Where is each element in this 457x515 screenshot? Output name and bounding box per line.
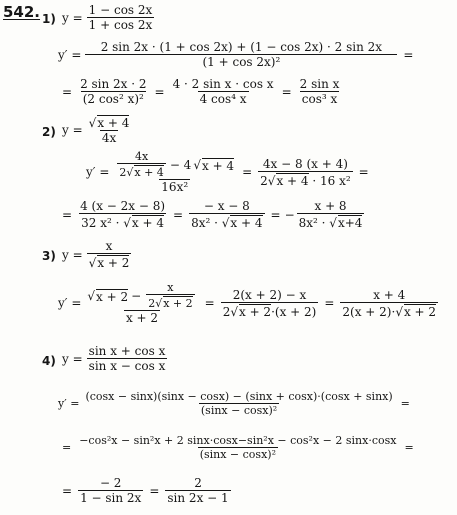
function-fraction (87, 345, 168, 372)
fraction-denominator: (sinx − cosx)² (199, 448, 276, 461)
part-1-simplification: = $\frac{2 \sin 2x \cdot 2}{\text{(2 cos² x)²}}$ = $\frac{\text{4 · 2 sin x · cos x}}{\text{4 cos⁴ x}}$ = $\frac{\text{2 sin x}}{\text{cos³ x}}$ (62, 77, 340, 106)
part-1-function (62, 4, 156, 31)
function-lhs: y = (62, 122, 83, 137)
fraction-numerator: x + 4 (373, 287, 406, 302)
step-fraction (78, 200, 167, 229)
fraction-denominator: 2√x + 2 (146, 294, 194, 309)
part-4-label: 4) (42, 354, 56, 368)
radicand: x + 4 (97, 116, 130, 130)
part-3-derivative: y′ = √ x + 2 − $\frac{x}{2√x + 2}$ x + 2 = $\frac{2(x + 2) - x}{2√x + 2\cdot(x + 2)}$ = $\frac{x + 4}{2(x + 2)\cdot√x + 2}$ (58, 281, 437, 325)
fraction-denominator: √x + 2 (87, 253, 132, 269)
part-1-label: 1) (42, 12, 56, 26)
fraction-numerator: $\frac{4x}{2√x + 4}$ − 4 √ x + 4 (119, 150, 235, 179)
fraction-numerator: 2 sin x (299, 77, 340, 91)
fraction-numerator: (cosx − sinx)(sinx − cosx) − (sinx + cosx)·(cosx + sinx) (85, 390, 393, 403)
fraction-denominator: (2 cos² x)² (82, 92, 144, 106)
step-fraction (171, 78, 276, 105)
fraction-denominator: 1 − sin 2x (80, 491, 142, 505)
minus-sign: − (131, 288, 142, 303)
fraction-denominator: 4 cos⁴ x (199, 92, 247, 106)
step-fraction (258, 158, 353, 187)
derivative-fraction (85, 282, 198, 324)
part-3-function (62, 240, 133, 269)
denominator-prefix: 8x² · (191, 216, 218, 230)
fraction-numerator: 2 sin 2x · 2 (80, 77, 147, 91)
coefficient: 2 (119, 166, 127, 179)
denominator-prefix: 32 x² · (81, 216, 120, 230)
fraction-denominator: (1 + cos 2x)² (85, 54, 397, 68)
function-lhs: y = (62, 10, 83, 25)
result-fraction (297, 200, 365, 229)
derivative-fraction (85, 41, 397, 68)
fraction-numerator: 2 (194, 476, 202, 490)
radicand: x + 2 (163, 297, 193, 310)
fraction-numerator: 4 (x − 2x − 8) (80, 199, 166, 213)
step-fraction (77, 435, 398, 460)
fraction-numerator: 2 sin 2x · (1 + cos 2x) + (1 − cos 2x) · 2 sin 2x (100, 40, 383, 54)
fraction-numerator: 2(x + 2) − x (232, 287, 307, 302)
radicand: x + 4 (134, 166, 164, 179)
denominator-tail: · 16 x² (312, 173, 351, 188)
function-fraction (87, 115, 132, 144)
fraction-numerator: − x − 8 (203, 199, 250, 213)
fraction-denominator: cos³ x (301, 92, 338, 106)
equals-sign: = (400, 397, 410, 410)
problem-number: 542. (3, 3, 41, 21)
fraction-denominator: (sinx − cosx)² (200, 404, 278, 417)
fraction-denominator: 16x² (161, 180, 189, 194)
part-4-function (62, 345, 169, 372)
fraction-numerator: 1 − cos 2x (88, 3, 153, 17)
part-2-label: 2) (42, 125, 56, 139)
fraction-numerator: x (167, 281, 174, 294)
inner-fraction (117, 151, 165, 178)
function-lhs: y = (62, 247, 83, 262)
part-4-expansion: = $\frac{\text{−cos²x − sin²x + 2 sinx·cosx−sin²x − cos²x − 2 sinx·cosx}}{\text{(sinx − cosx)²}}$ = (58, 435, 418, 460)
fraction-denominator: 2√x + 4 · 16 x² (258, 171, 353, 187)
radicand: x + 4 (276, 173, 309, 188)
part-2-derivative: y′ = $\frac{4x}{2√x + 4}$ − 4 √ x + 4 16x² = $\frac{4x - 8 (x + 4)}{\text{2√x + 4 · 16 x²}}$ = (86, 151, 373, 193)
part-4-derivative (58, 391, 414, 416)
part-3-label: 3) (42, 249, 56, 263)
fraction-numerator: −cos²x − sin²x + 2 sinx·cosx−sin²x − cos²x − 2 sinx·cosx (79, 434, 397, 447)
radicand: x + 2 (96, 289, 129, 304)
fraction-numerator: sin x + cos x (88, 344, 166, 358)
function-fraction (87, 240, 132, 269)
result-fraction (298, 78, 342, 105)
fraction-numerator: 4x − 8 (x + 4) (262, 156, 348, 171)
minus-sign: − (284, 207, 295, 222)
step-fraction (189, 200, 264, 229)
coefficient: 2 (148, 297, 156, 310)
coefficient: 2 (222, 304, 231, 319)
fraction-denominator: 1 + cos 2x (88, 18, 153, 32)
step-fraction (78, 78, 148, 105)
step-fraction (78, 477, 143, 504)
result-fraction (340, 289, 438, 318)
fraction-numerator: x + 8 (314, 199, 347, 213)
fraction-denominator: x + 2 (125, 311, 159, 325)
fraction-numerator: 4 · 2 sin x · cos x (172, 77, 274, 91)
radicand: x + 2 (238, 304, 272, 319)
equals-sign: = (358, 165, 369, 179)
derivative-lhs: y′ = (58, 296, 82, 310)
fraction-numerator: √ x + 2 − $\frac{x}{2√x + 2}$ (87, 281, 193, 310)
part-1-derivative (58, 41, 417, 68)
result-fraction (165, 477, 230, 504)
fraction-denominator: 8x² · √x+4 (297, 213, 365, 229)
minus-term: − 4 (169, 157, 192, 172)
part-2-function (62, 115, 133, 144)
radicand: x + 4 (131, 216, 164, 230)
part-4-result: = $\frac{- 2}{1 - \sin 2x}$ = $\frac{2}{\sin 2x - 1}$ (62, 476, 229, 505)
fraction-denominator: 32 x² · √x + 4 (79, 213, 166, 229)
radicand: x + 2 (97, 256, 130, 270)
fraction-denominator: 8x² · √x + 4 (189, 213, 264, 229)
fraction-denominator: 2(x + 2)·√x + 2 (340, 302, 438, 318)
equals-sign: = (403, 47, 414, 62)
radicand: x + 4 (201, 158, 235, 173)
equals-sign: = (404, 441, 414, 454)
fraction-numerator: √x + 4 (88, 116, 130, 130)
radicand: x+4 (337, 216, 363, 230)
derivative-fraction (83, 391, 394, 416)
fraction-denominator: 2√x + 4 (117, 163, 165, 178)
fraction-denominator: 4x (101, 131, 117, 145)
step-fraction (221, 289, 319, 318)
denominator-prefix: 8x² · (298, 216, 326, 230)
inner-fraction (146, 282, 194, 309)
radicand: x + 2 (403, 304, 437, 319)
fraction-denominator: sin x − cos x (88, 359, 166, 373)
coefficient: 2 (260, 173, 268, 188)
function-lhs: y = (62, 351, 83, 366)
fraction-denominator: sin 2x − 1 (167, 491, 229, 505)
fraction-numerator: x (105, 239, 113, 253)
derivative-lhs: y′ = (58, 47, 82, 62)
fraction-numerator: 4x (134, 150, 149, 163)
fraction-numerator: − 2 (99, 476, 122, 490)
derivative-fraction (113, 151, 236, 193)
radicand: x + 4 (230, 216, 263, 230)
part-2-simplification: = $\frac{4 (x - 2x - 8)}{\text{32 x² · √x + 4}}$ = $\frac{- x - 8}{\text{8x² · √x + 4}}$ = − $\frac{x + 8}{\text{8x² · √x+4}}$ (62, 199, 363, 230)
denominator-tail: ·(x + 2) (271, 304, 317, 319)
derivative-lhs: y′ = (58, 397, 80, 410)
function-fraction (87, 4, 155, 31)
fraction-denominator: 2√x + 2·(x + 2) (221, 302, 319, 318)
derivative-lhs: y′ = (86, 165, 110, 179)
denominator-prefix: 2(x + 2)· (342, 304, 396, 319)
